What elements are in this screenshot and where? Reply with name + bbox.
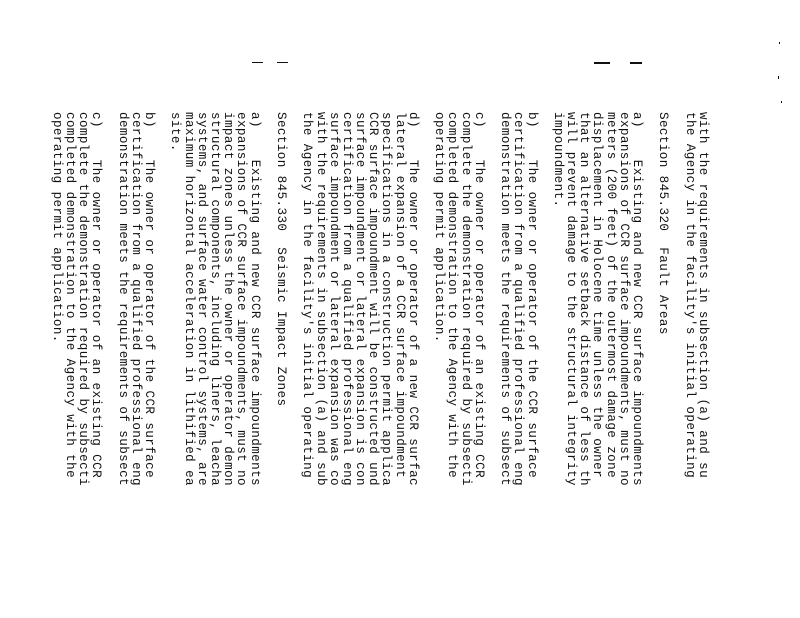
document-line [485, 112, 498, 618]
document-line [155, 112, 168, 618]
document-line: maximum horizontal acceleration in lithified ea [181, 112, 196, 487]
rotated-document-text [49, 112, 710, 618]
document-line: c) The owner or operator of an existing CCR [471, 112, 486, 479]
scan-mark [277, 62, 288, 63]
document-line: certification from a qualified professional eng [128, 112, 143, 487]
document-line: structural components, including liners, leacha [208, 112, 223, 487]
scan-mark [252, 62, 263, 63]
document-line: complete the demonstration required by subsecti [458, 112, 473, 487]
document-line: surface impoundment or lateral expansion was co [326, 112, 341, 487]
document-line: demonstration meets the requirements of subsect [115, 112, 130, 487]
document-line: b) The owner or operator of the CCR surface [524, 112, 539, 479]
document-line: impoundment. [550, 112, 565, 208]
document-line: with the requirements in subsection (a) and sub [313, 112, 328, 487]
scan-mark [779, 42, 780, 44]
document-line: CCR surface impoundment will be constructed und [366, 112, 381, 487]
scan-mark [594, 62, 610, 64]
document-line: the Agency in the facility's initial operating [682, 112, 697, 479]
document-line [287, 112, 300, 618]
document-line: c) The owner or operator of an existing CCR [89, 112, 104, 479]
document-line: lateral expansion of a CCR surface impoundment [392, 112, 407, 479]
document-line [102, 112, 115, 618]
document-line: d) The owner or operator of a new CCR surfac [405, 112, 420, 487]
document-line: expansions of CCR surface impoundments, must no [616, 112, 631, 487]
document-line: demonstration meets the requirements of subsect [498, 112, 513, 487]
document-line: operating permit application. [49, 112, 64, 343]
document-line [261, 112, 274, 618]
scan-mark [778, 76, 779, 79]
document-line: displacement in Holocene time unless the owner [590, 112, 605, 479]
document-line: expansions of CCR surface impoundments, must no [234, 112, 249, 487]
document-line: operating permit application. [432, 112, 447, 343]
document-line: certification from a qualified professional eng [511, 112, 526, 487]
document-line: systems, and surface water control systems, are [194, 112, 209, 487]
document-line: surface impoundment or lateral expansion is con [353, 112, 368, 487]
document-line: with the requirements in subsection (a) and su [696, 112, 710, 479]
scan-mark [781, 101, 782, 103]
document-line: Section 845.330 Seismic Impact Zones [274, 112, 288, 407]
document-line: site. [168, 112, 183, 152]
document-line: complete the demonstration required by subsecti [76, 112, 91, 487]
scan-mark [630, 62, 642, 64]
document-line: b) The owner or operator of the CCR surface [142, 112, 157, 479]
document-line: meters (200 feet) of the outermost damage zone [603, 112, 618, 479]
document-line: specifications in a construction permit applica [379, 112, 394, 487]
document-line: completed demonstration to the Agency with the [445, 112, 460, 479]
document-line: a) Existing and new CCR surface impoundments [247, 112, 262, 487]
document-line: that an alternative setback distance of less th [577, 112, 592, 487]
document-line: Section 845.320 Fault Areas [656, 112, 671, 335]
document-line [419, 112, 432, 618]
document-line [538, 112, 551, 618]
document-line: impact zones unless the owner or operator demon [221, 112, 236, 487]
document-line: a) Existing and new CCR surface impoundments [630, 112, 645, 487]
document-line [643, 112, 656, 618]
document-line: completed demonstration to the Agency with the [63, 112, 77, 479]
document-line [669, 112, 682, 618]
document-line: certification from a qualified professional eng [339, 112, 354, 487]
document-line: the Agency in the facility's initial operating [300, 112, 315, 479]
document-line: will prevent damage to the structural integrity [564, 112, 579, 487]
